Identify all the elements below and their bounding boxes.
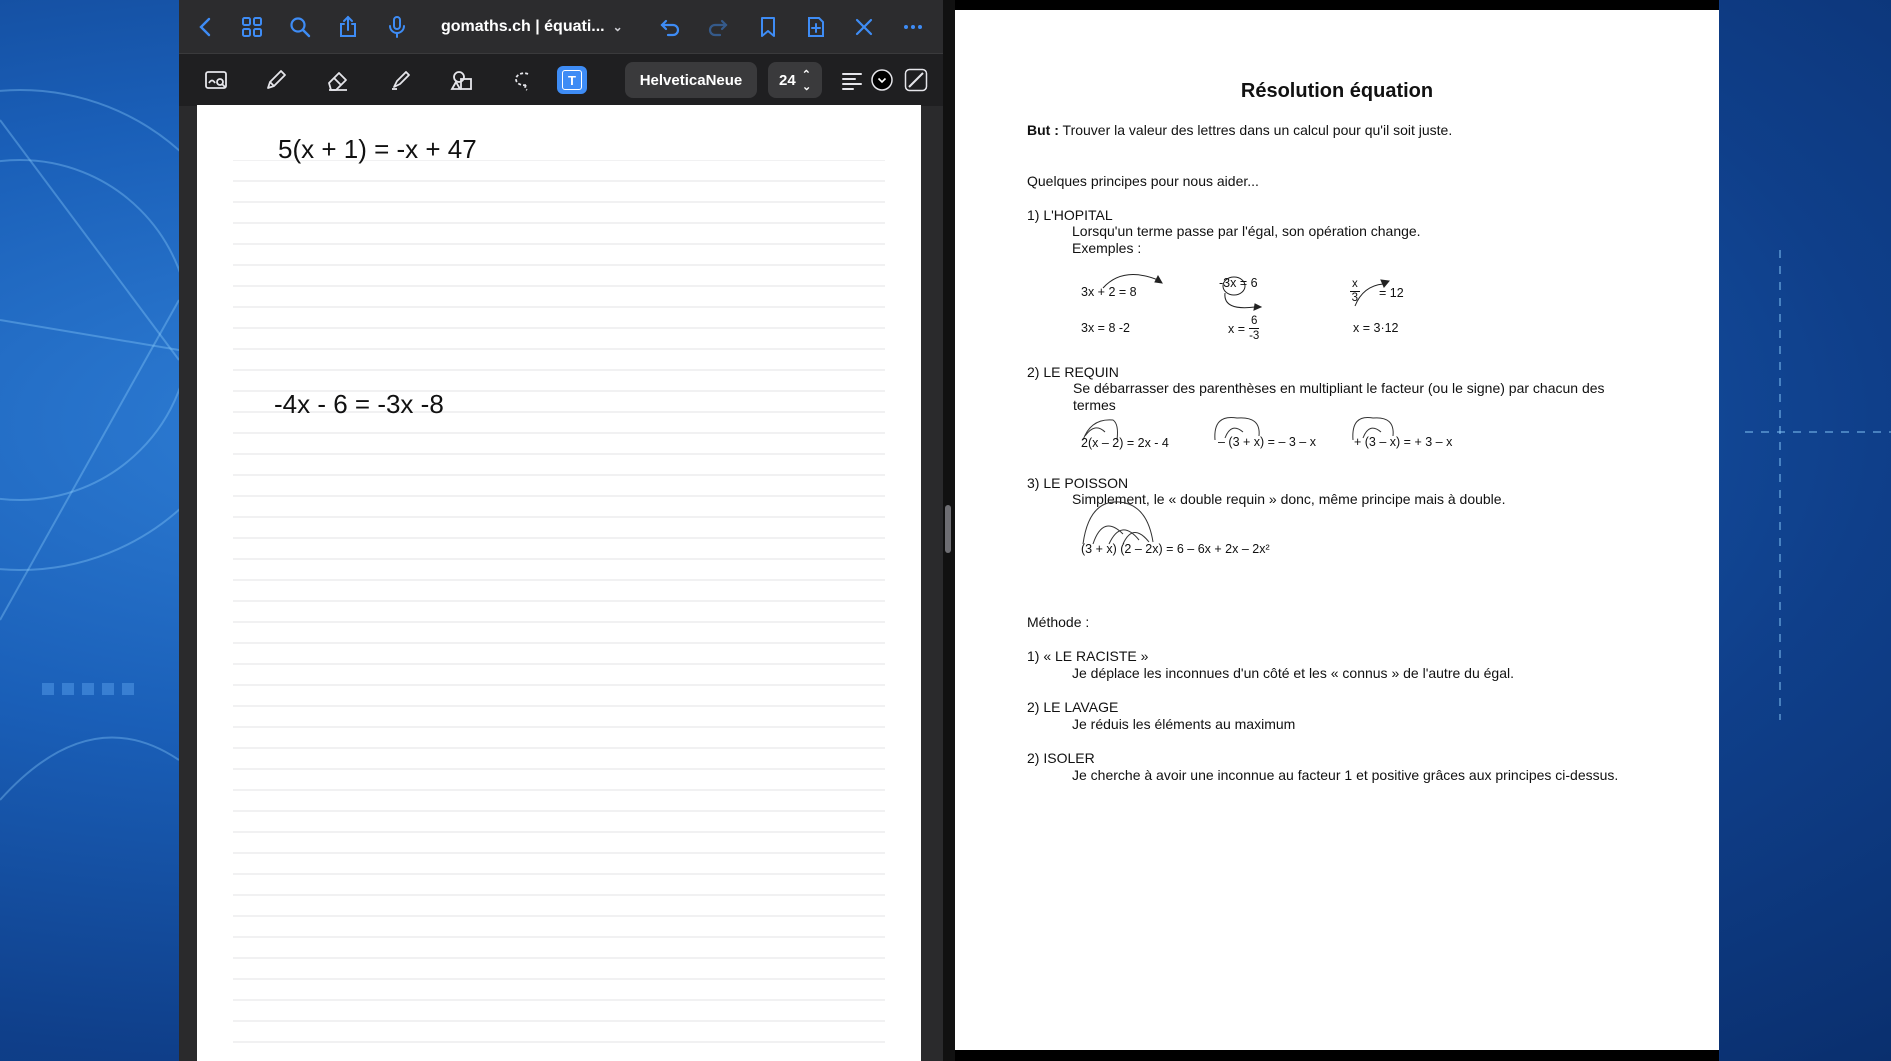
method-3-heading: 2) ISOLER [1027, 750, 1095, 766]
example-a-line-1: 3x + 2 = 8 [1081, 285, 1137, 299]
chevron-left-icon [194, 15, 218, 39]
document-title: gomaths.ch | équati... [441, 17, 605, 35]
font-size-value: 24 [779, 71, 796, 89]
stroke-style-icon [904, 68, 928, 92]
grid-icon [240, 15, 264, 39]
principle-2-desc-2: termes [1073, 397, 1116, 413]
pages-grid-button[interactable] [235, 10, 269, 44]
poisson-example: (3 + x) (2 – 2x) = 6 – 6x + 2x – 2x² [1081, 542, 1270, 556]
share-button[interactable] [331, 10, 365, 44]
chevron-down-icon: ⌄ [612, 19, 623, 34]
principle-2-desc-1: Se débarrasser des parenthèses en multipliant le facteur (ou le signe) par chacun des [1073, 380, 1605, 396]
stepper-chevrons-icon: ⌃ ⌃ [801, 69, 811, 91]
principles-intro: Quelques principes pour nous aider... [1027, 173, 1259, 189]
drawing-tools-toolbar [179, 53, 943, 106]
highlighter-icon [389, 68, 413, 92]
color-dot-icon [870, 68, 894, 92]
requin-example-3: + (3 – x) = + 3 – x [1354, 435, 1453, 449]
requin-example-1: 2(x – 2) = 2x - 4 [1081, 436, 1169, 450]
example-a-line-2: 3x = 8 -2 [1081, 321, 1130, 335]
example-c-denominator: 3 [1351, 292, 1359, 304]
ruled-lines [233, 160, 885, 1060]
method-label: Méthode : [1027, 614, 1090, 630]
note-page[interactable] [197, 105, 921, 1061]
close-icon [852, 15, 876, 39]
text-tool[interactable] [555, 63, 589, 97]
lasso-icon [510, 68, 534, 92]
principle-3-heading: 3) LE POISSON [1027, 475, 1129, 491]
zoom-window-icon [204, 68, 228, 92]
example-b-line-2-left: x = [1228, 322, 1246, 336]
principle-1-heading: 1) L'HOPITAL [1027, 207, 1113, 223]
font-family-selector[interactable] [625, 62, 757, 98]
method-2-heading: 2) LE LAVAGE [1027, 699, 1119, 715]
text-tool-glyph: T [562, 70, 582, 90]
pen-tool[interactable] [259, 63, 293, 97]
text-color-button[interactable] [865, 63, 899, 97]
add-page-icon [804, 15, 828, 39]
share-icon [336, 15, 360, 39]
font-size-stepper[interactable] [768, 62, 822, 98]
method-3-desc: Je cherche à avoir une inconnue au facteur 1 et positive grâces aux principes ci-dessus. [1072, 767, 1619, 783]
example-b-fraction [1249, 314, 1259, 343]
method-1-heading: 1) « LE RACISTE » [1027, 648, 1149, 664]
pdf-page [955, 10, 1719, 1050]
zoom-window-tool[interactable] [199, 63, 233, 97]
more-button[interactable] [896, 10, 930, 44]
search-icon [288, 15, 312, 39]
top-toolbar [179, 0, 943, 53]
shapes-icon [450, 68, 474, 92]
pen-icon [264, 68, 288, 92]
example-c-line-2: x = 3·12 [1353, 321, 1399, 335]
goal-label: But : [1027, 122, 1059, 138]
add-page-button[interactable] [799, 10, 833, 44]
pdf-title: Résolution équation [1240, 80, 1434, 102]
shapes-tool[interactable] [445, 63, 479, 97]
principle-2-heading: 2) LE REQUIN [1027, 364, 1119, 380]
stroke-style-button[interactable] [899, 63, 933, 97]
more-icon [901, 15, 925, 39]
microphone-button[interactable] [380, 10, 414, 44]
undo-button[interactable] [653, 10, 687, 44]
split-view-handle[interactable] [945, 505, 951, 553]
example-c-line-1-right: = 12 [1379, 286, 1404, 300]
method-1-desc: Je déplace les inconnues d'un côté et les « connus » de l'autre du égal. [1072, 665, 1514, 681]
lasso-tool[interactable] [505, 63, 539, 97]
text-tool-icon [557, 66, 587, 94]
example-b-line-1: -3x = 6 [1219, 276, 1258, 290]
eraser-tool[interactable] [321, 63, 355, 97]
microphone-icon [385, 15, 409, 39]
bookmark-button[interactable] [751, 10, 785, 44]
method-2-desc: Je réduis les éléments au maximum [1072, 716, 1296, 732]
align-left-icon [840, 68, 864, 92]
redo-icon [706, 15, 730, 39]
notes-app-window [179, 0, 943, 1061]
bookmark-icon [756, 15, 780, 39]
example-c-numerator: x [1352, 278, 1358, 290]
principle-1-desc: Lorsqu'un terme passe par l'égal, son opération change. [1072, 223, 1421, 239]
font-family-value: HelveticaNeue [639, 71, 743, 89]
back-button[interactable] [189, 10, 223, 44]
requin-example-2: – (3 + x) = – 3 – x [1218, 435, 1316, 449]
example-b-numerator: 6 [1251, 315, 1258, 327]
eraser-icon [326, 68, 350, 92]
goal-text: Trouver la valeur des lettres dans un calcul pour qu'il soit juste. [1062, 122, 1453, 138]
example-b-denominator: -3 [1249, 330, 1260, 342]
text-alignment-button[interactable] [835, 63, 869, 97]
redo-button[interactable] [701, 10, 735, 44]
highlighter-tool[interactable] [384, 63, 418, 97]
principle-1-examples-label: Exemples : [1072, 240, 1142, 256]
undo-icon [658, 15, 682, 39]
equation-1[interactable]: 5(x + 1) = -x + 47 [278, 134, 477, 164]
principle-3-desc: Simplement, le « double requin » donc, même principe mais à double. [1072, 491, 1506, 507]
close-button[interactable] [847, 10, 881, 44]
document-title-menu[interactable] [441, 18, 623, 36]
search-button[interactable] [283, 10, 317, 44]
goal-line [1027, 122, 1452, 138]
equation-2[interactable]: -4x - 6 = -3x -8 [274, 389, 444, 419]
example-c-fraction [1350, 278, 1360, 305]
